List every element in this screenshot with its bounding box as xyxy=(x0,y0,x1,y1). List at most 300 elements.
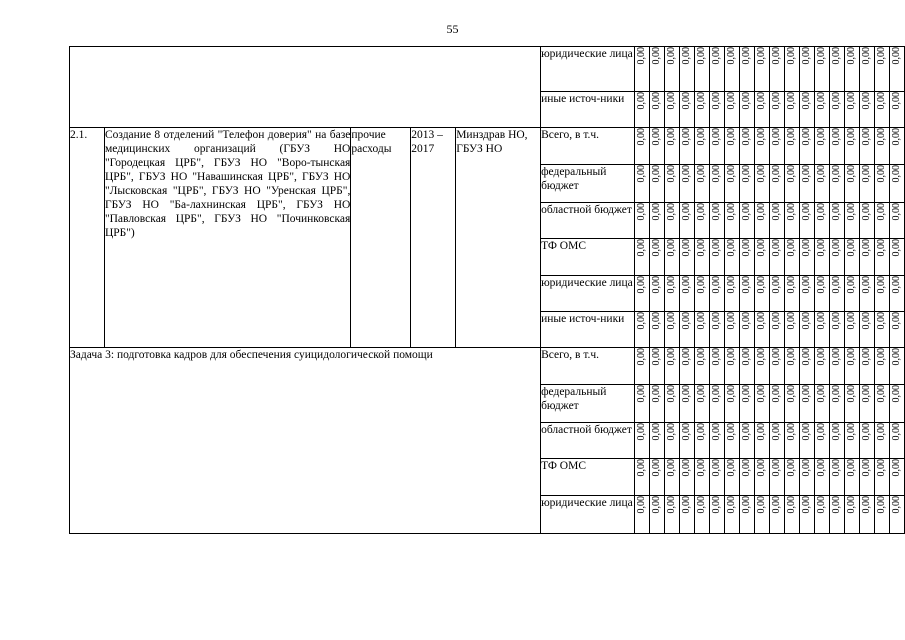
value-text: 0,00 xyxy=(740,348,752,366)
value-cell xyxy=(724,165,739,203)
value-text: 0,00 xyxy=(815,203,827,221)
value-cell xyxy=(844,239,859,276)
value-text: 0,00 xyxy=(770,348,782,366)
value-cell xyxy=(724,385,739,423)
value-text: 0,00 xyxy=(815,423,827,441)
value-text: 0,00 xyxy=(815,459,827,477)
value-cell xyxy=(634,385,649,423)
value-cell xyxy=(844,276,859,312)
value-cell xyxy=(799,128,814,165)
value-cell xyxy=(649,92,664,128)
value-cell xyxy=(799,312,814,348)
value-cell xyxy=(724,128,739,165)
value-text: 0,00 xyxy=(815,92,827,110)
value-text: 0,00 xyxy=(635,128,647,146)
value-text: 0,00 xyxy=(635,312,647,330)
value-cell xyxy=(649,459,664,496)
value-text: 0,00 xyxy=(845,239,857,257)
value-cell xyxy=(679,165,694,203)
value-cell xyxy=(859,348,874,385)
source-label: областной бюджет xyxy=(541,423,635,459)
value-cell xyxy=(769,276,784,312)
value-text: 0,00 xyxy=(890,312,902,330)
value-text: 0,00 xyxy=(875,239,887,257)
value-cell xyxy=(769,423,784,459)
value-cell xyxy=(859,385,874,423)
value-text: 0,00 xyxy=(890,496,902,514)
value-text: 0,00 xyxy=(710,348,722,366)
value-text: 0,00 xyxy=(710,165,722,183)
value-text: 0,00 xyxy=(755,92,767,110)
value-cell xyxy=(829,348,844,385)
value-text: 0,00 xyxy=(665,496,677,514)
value-cell xyxy=(889,312,904,348)
value-text: 0,00 xyxy=(665,348,677,366)
value-cell xyxy=(784,276,799,312)
value-cell xyxy=(754,92,769,128)
value-cell xyxy=(784,128,799,165)
value-text: 0,00 xyxy=(830,239,842,257)
value-text: 0,00 xyxy=(710,276,722,294)
value-text: 0,00 xyxy=(665,312,677,330)
value-cell xyxy=(874,348,889,385)
value-cell xyxy=(799,239,814,276)
value-cell xyxy=(664,47,679,92)
value-text: 0,00 xyxy=(770,203,782,221)
value-text: 0,00 xyxy=(635,92,647,110)
value-text: 0,00 xyxy=(785,385,797,403)
value-cell xyxy=(829,47,844,92)
value-cell xyxy=(829,165,844,203)
value-text: 0,00 xyxy=(695,459,707,477)
value-cell xyxy=(874,128,889,165)
value-cell xyxy=(694,47,709,92)
value-cell xyxy=(799,385,814,423)
value-cell xyxy=(859,165,874,203)
value-cell xyxy=(679,348,694,385)
value-text: 0,00 xyxy=(785,92,797,110)
value-cell xyxy=(709,348,724,385)
value-text: 0,00 xyxy=(755,385,767,403)
value-cell xyxy=(709,128,724,165)
value-text: 0,00 xyxy=(650,92,662,110)
value-cell xyxy=(694,423,709,459)
value-text: 0,00 xyxy=(875,92,887,110)
value-cell xyxy=(739,348,754,385)
value-text: 0,00 xyxy=(695,348,707,366)
value-cell xyxy=(829,276,844,312)
value-cell xyxy=(874,239,889,276)
value-cell xyxy=(874,276,889,312)
value-text: 0,00 xyxy=(650,47,662,65)
value-text: 0,00 xyxy=(860,276,872,294)
value-text: 0,00 xyxy=(755,423,767,441)
value-text: 0,00 xyxy=(710,128,722,146)
value-cell xyxy=(649,239,664,276)
value-text: 0,00 xyxy=(740,165,752,183)
value-cell xyxy=(874,203,889,239)
value-cell xyxy=(694,459,709,496)
value-cell xyxy=(814,203,829,239)
value-cell xyxy=(784,496,799,534)
source-label: федеральный бюджет xyxy=(541,385,635,423)
item-number: 2.1. xyxy=(70,128,105,348)
value-cell xyxy=(634,312,649,348)
value-text: 0,00 xyxy=(845,203,857,221)
source-label: юридические лица xyxy=(541,276,635,312)
value-text: 0,00 xyxy=(800,459,812,477)
value-cell xyxy=(859,239,874,276)
value-cell xyxy=(874,312,889,348)
value-text: 0,00 xyxy=(845,423,857,441)
value-cell xyxy=(769,47,784,92)
value-text: 0,00 xyxy=(875,128,887,146)
value-text: 0,00 xyxy=(815,165,827,183)
value-text: 0,00 xyxy=(665,128,677,146)
value-text: 0,00 xyxy=(830,128,842,146)
value-cell xyxy=(844,47,859,92)
source-label: Всего, в т.ч. xyxy=(541,128,635,165)
value-cell xyxy=(889,385,904,423)
value-text: 0,00 xyxy=(695,203,707,221)
value-text: 0,00 xyxy=(740,203,752,221)
value-text: 0,00 xyxy=(875,203,887,221)
item-executor: Минздрав НО, ГБУЗ НО xyxy=(456,128,541,348)
value-text: 0,00 xyxy=(890,459,902,477)
value-text: 0,00 xyxy=(680,203,692,221)
value-cell xyxy=(694,239,709,276)
value-cell xyxy=(799,348,814,385)
value-cell xyxy=(694,128,709,165)
value-text: 0,00 xyxy=(815,496,827,514)
value-text: 0,00 xyxy=(890,203,902,221)
value-text: 0,00 xyxy=(710,312,722,330)
source-label: Всего, в т.ч. xyxy=(541,348,635,385)
value-cell xyxy=(874,92,889,128)
value-cell xyxy=(844,165,859,203)
value-text: 0,00 xyxy=(785,128,797,146)
value-cell xyxy=(679,276,694,312)
value-cell xyxy=(754,312,769,348)
value-text: 0,00 xyxy=(695,165,707,183)
value-cell xyxy=(679,203,694,239)
value-text: 0,00 xyxy=(650,203,662,221)
value-cell xyxy=(844,128,859,165)
value-text: 0,00 xyxy=(650,165,662,183)
value-text: 0,00 xyxy=(815,128,827,146)
value-text: 0,00 xyxy=(770,92,782,110)
value-text: 0,00 xyxy=(635,348,647,366)
value-text: 0,00 xyxy=(725,47,737,65)
value-text: 0,00 xyxy=(815,348,827,366)
table-row xyxy=(70,128,905,165)
value-cell xyxy=(694,496,709,534)
value-text: 0,00 xyxy=(680,496,692,514)
value-cell xyxy=(799,47,814,92)
value-text: 0,00 xyxy=(695,312,707,330)
value-text: 0,00 xyxy=(725,276,737,294)
value-cell xyxy=(769,385,784,423)
value-cell xyxy=(769,203,784,239)
value-text: 0,00 xyxy=(785,203,797,221)
value-cell xyxy=(739,165,754,203)
value-cell xyxy=(799,459,814,496)
value-cell xyxy=(769,459,784,496)
value-cell xyxy=(844,423,859,459)
page-number: 55 xyxy=(446,22,459,36)
value-text: 0,00 xyxy=(860,165,872,183)
value-cell xyxy=(754,128,769,165)
value-cell xyxy=(859,128,874,165)
value-text: 0,00 xyxy=(695,385,707,403)
value-cell xyxy=(664,92,679,128)
value-cell xyxy=(784,239,799,276)
value-text: 0,00 xyxy=(875,385,887,403)
value-cell xyxy=(739,92,754,128)
value-cell xyxy=(874,459,889,496)
value-text: 0,00 xyxy=(860,312,872,330)
value-text: 0,00 xyxy=(860,128,872,146)
value-cell xyxy=(784,47,799,92)
value-cell xyxy=(739,423,754,459)
value-cell xyxy=(754,47,769,92)
value-cell xyxy=(649,385,664,423)
source-label: областной бюджет xyxy=(541,203,635,239)
value-text: 0,00 xyxy=(800,496,812,514)
value-cell xyxy=(814,423,829,459)
value-text: 0,00 xyxy=(845,165,857,183)
value-text: 0,00 xyxy=(650,459,662,477)
value-cell xyxy=(679,459,694,496)
value-text: 0,00 xyxy=(770,276,782,294)
value-cell xyxy=(814,385,829,423)
value-text: 0,00 xyxy=(800,276,812,294)
value-cell xyxy=(754,385,769,423)
value-text: 0,00 xyxy=(860,239,872,257)
value-text: 0,00 xyxy=(740,239,752,257)
value-text: 0,00 xyxy=(680,239,692,257)
value-cell xyxy=(889,203,904,239)
value-cell xyxy=(709,203,724,239)
value-cell xyxy=(724,92,739,128)
value-cell xyxy=(739,47,754,92)
value-text: 0,00 xyxy=(800,312,812,330)
value-cell xyxy=(784,423,799,459)
value-text: 0,00 xyxy=(800,92,812,110)
value-cell xyxy=(829,203,844,239)
value-text: 0,00 xyxy=(830,203,842,221)
value-cell xyxy=(709,496,724,534)
value-text: 0,00 xyxy=(890,276,902,294)
value-cell xyxy=(784,459,799,496)
value-cell xyxy=(709,92,724,128)
value-text: 0,00 xyxy=(800,239,812,257)
value-text: 0,00 xyxy=(875,459,887,477)
value-cell xyxy=(889,423,904,459)
value-text: 0,00 xyxy=(740,423,752,441)
value-cell xyxy=(754,203,769,239)
value-cell xyxy=(829,128,844,165)
value-text: 0,00 xyxy=(665,239,677,257)
value-text: 0,00 xyxy=(740,459,752,477)
value-cell xyxy=(829,92,844,128)
value-cell xyxy=(664,312,679,348)
value-text: 0,00 xyxy=(785,47,797,65)
value-cell xyxy=(739,312,754,348)
value-text: 0,00 xyxy=(890,385,902,403)
value-cell xyxy=(649,312,664,348)
value-text: 0,00 xyxy=(845,496,857,514)
value-cell xyxy=(859,496,874,534)
value-text: 0,00 xyxy=(725,312,737,330)
value-cell xyxy=(799,92,814,128)
value-cell xyxy=(634,423,649,459)
value-text: 0,00 xyxy=(650,423,662,441)
value-cell xyxy=(814,348,829,385)
value-cell xyxy=(709,312,724,348)
value-text: 0,00 xyxy=(635,47,647,65)
value-cell xyxy=(739,459,754,496)
value-text: 0,00 xyxy=(815,312,827,330)
value-text: 0,00 xyxy=(875,348,887,366)
value-text: 0,00 xyxy=(710,423,722,441)
value-text: 0,00 xyxy=(770,423,782,441)
value-cell xyxy=(799,203,814,239)
value-cell xyxy=(664,128,679,165)
value-text: 0,00 xyxy=(815,239,827,257)
value-text: 0,00 xyxy=(755,276,767,294)
value-cell xyxy=(634,128,649,165)
value-text: 0,00 xyxy=(845,385,857,403)
value-cell xyxy=(724,239,739,276)
value-cell xyxy=(694,165,709,203)
value-cell xyxy=(829,459,844,496)
value-text: 0,00 xyxy=(875,312,887,330)
value-text: 0,00 xyxy=(755,47,767,65)
value-text: 0,00 xyxy=(680,459,692,477)
value-text: 0,00 xyxy=(770,165,782,183)
value-text: 0,00 xyxy=(785,459,797,477)
value-text: 0,00 xyxy=(845,348,857,366)
value-cell xyxy=(634,92,649,128)
value-text: 0,00 xyxy=(635,459,647,477)
source-label: юридические лица xyxy=(541,47,635,92)
value-text: 0,00 xyxy=(860,423,872,441)
value-cell xyxy=(859,423,874,459)
value-cell xyxy=(694,203,709,239)
value-cell xyxy=(754,239,769,276)
value-text: 0,00 xyxy=(740,47,752,65)
value-text: 0,00 xyxy=(680,385,692,403)
value-cell xyxy=(649,276,664,312)
value-cell xyxy=(784,203,799,239)
value-cell xyxy=(724,459,739,496)
value-text: 0,00 xyxy=(860,92,872,110)
value-text: 0,00 xyxy=(650,496,662,514)
value-text: 0,00 xyxy=(650,312,662,330)
value-text: 0,00 xyxy=(770,312,782,330)
value-text: 0,00 xyxy=(680,312,692,330)
value-text: 0,00 xyxy=(875,47,887,65)
value-cell xyxy=(874,165,889,203)
value-cell xyxy=(649,203,664,239)
value-text: 0,00 xyxy=(695,92,707,110)
value-cell xyxy=(859,92,874,128)
value-text: 0,00 xyxy=(650,348,662,366)
value-cell xyxy=(634,348,649,385)
value-text: 0,00 xyxy=(875,496,887,514)
value-text: 0,00 xyxy=(710,459,722,477)
value-cell xyxy=(739,203,754,239)
value-cell xyxy=(679,128,694,165)
value-cell xyxy=(874,385,889,423)
value-text: 0,00 xyxy=(785,165,797,183)
value-text: 0,00 xyxy=(725,459,737,477)
value-text: 0,00 xyxy=(680,348,692,366)
value-cell xyxy=(859,47,874,92)
value-text: 0,00 xyxy=(695,423,707,441)
value-text: 0,00 xyxy=(845,276,857,294)
value-cell xyxy=(634,203,649,239)
value-text: 0,00 xyxy=(725,128,737,146)
value-text: 0,00 xyxy=(635,385,647,403)
value-text: 0,00 xyxy=(875,423,887,441)
value-cell xyxy=(814,92,829,128)
value-text: 0,00 xyxy=(890,423,902,441)
value-cell xyxy=(709,239,724,276)
value-cell xyxy=(799,423,814,459)
value-cell xyxy=(634,496,649,534)
value-cell xyxy=(859,312,874,348)
value-cell xyxy=(694,348,709,385)
value-text: 0,00 xyxy=(665,385,677,403)
value-text: 0,00 xyxy=(815,47,827,65)
value-cell xyxy=(769,312,784,348)
value-text: 0,00 xyxy=(830,423,842,441)
value-cell xyxy=(844,348,859,385)
value-text: 0,00 xyxy=(770,496,782,514)
value-text: 0,00 xyxy=(800,128,812,146)
value-cell xyxy=(664,385,679,423)
value-cell xyxy=(694,92,709,128)
value-text: 0,00 xyxy=(665,423,677,441)
value-cell xyxy=(829,496,844,534)
value-text: 0,00 xyxy=(815,276,827,294)
value-cell xyxy=(769,348,784,385)
value-cell xyxy=(634,459,649,496)
value-text: 0,00 xyxy=(755,348,767,366)
value-text: 0,00 xyxy=(680,92,692,110)
value-text: 0,00 xyxy=(875,165,887,183)
value-cell xyxy=(889,47,904,92)
value-text: 0,00 xyxy=(725,203,737,221)
source-label: ТФ ОМС xyxy=(541,239,635,276)
value-cell xyxy=(874,423,889,459)
value-text: 0,00 xyxy=(830,47,842,65)
value-cell xyxy=(784,385,799,423)
value-text: 0,00 xyxy=(890,47,902,65)
source-label: иные источ-ники xyxy=(541,92,635,128)
source-label: юридические лица xyxy=(541,496,635,534)
value-cell xyxy=(649,348,664,385)
value-text: 0,00 xyxy=(830,496,842,514)
value-text: 0,00 xyxy=(635,496,647,514)
value-text: 0,00 xyxy=(740,276,752,294)
value-text: 0,00 xyxy=(785,276,797,294)
item-expense-type: прочие расходы xyxy=(351,128,411,348)
value-text: 0,00 xyxy=(740,312,752,330)
value-cell xyxy=(709,47,724,92)
